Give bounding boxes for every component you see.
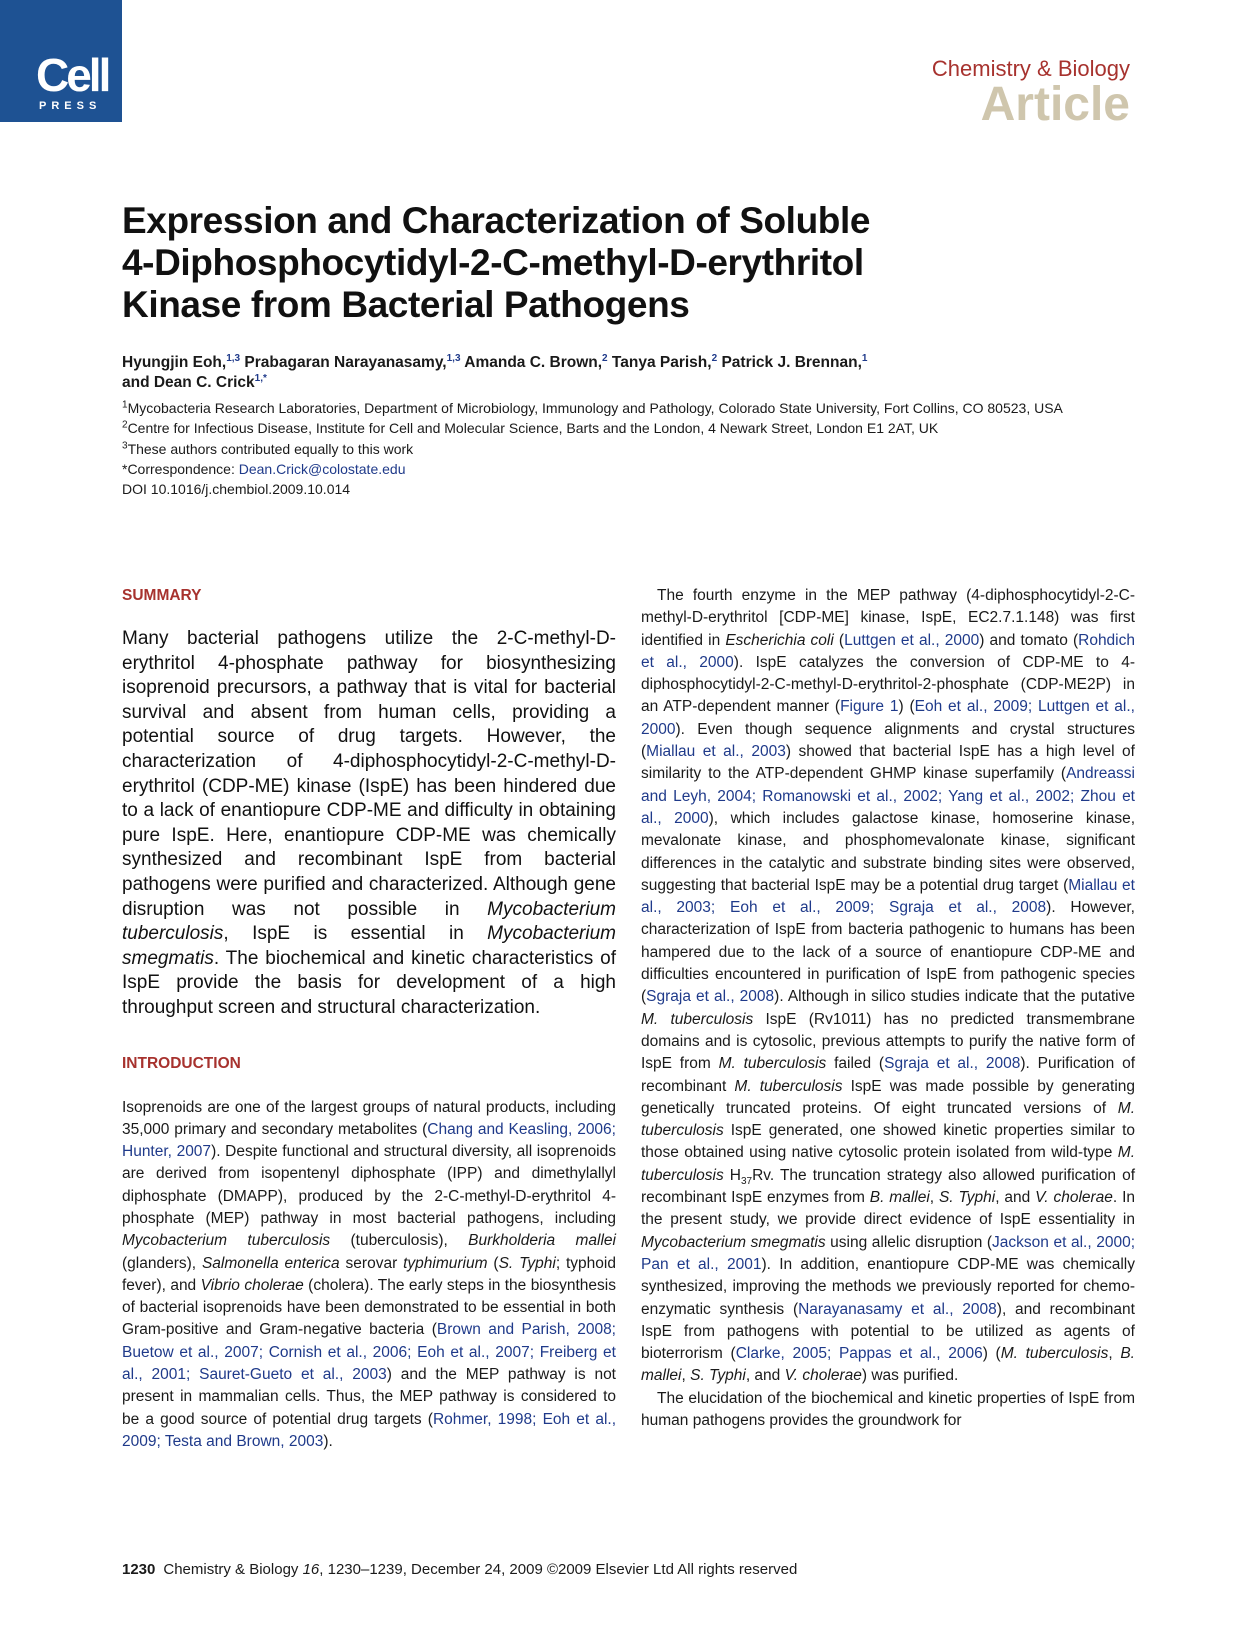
page-footer: 1230 Chemistry & Biology 16, 1230–1239, December 24, 2009 ©2009 Elsevier Ltd All rights reserved (122, 1561, 798, 1578)
title-line: Kinase from Bacterial Pathogens (122, 284, 690, 325)
author-name: Tanya Parish, (611, 354, 712, 371)
email-link[interactable]: Dean.Crick@colostate.edu (238, 460, 406, 477)
affiliation-ref[interactable]: 1 (861, 352, 868, 364)
author-name: Amanda C. Brown, (464, 354, 603, 371)
affiliation-number: 1 (122, 399, 128, 411)
logo-word: Cell (36, 49, 109, 101)
affiliation-ref[interactable]: 1,3 (226, 352, 241, 364)
author-name: and Dean C. Crick (122, 374, 255, 391)
affiliations (122, 398, 1132, 499)
citation-link[interactable]: Chang and Keasling, 2006; Hunter, 2007 (122, 1120, 616, 1161)
citation-link[interactable]: Sgraja et al., 2008 (884, 1055, 1021, 1073)
logo-press: PRESS (39, 100, 102, 112)
body-paragraph: The elucidation of the biochemical and kinetic properties of IspE from human pathogens provides the groundwork for (641, 1389, 1135, 1429)
citation-link[interactable]: Miallau et al., 2003 (646, 743, 786, 761)
affiliation-3: $^3$These authors contributed equally to this work (122, 439, 414, 457)
introduction-paragraph: Isoprenoids are one of the largest groups of natural products, including 35,000 primary and secondary metabolites (Chang and Keasling, 2006; Hunter, 2007). Despite functional and structural diversity, all isoprenoids are derived from isopentenyl diphosphate (IPP) and dimethylallyl diphosphate (DMAPP), produced by the 2-C-methyl-D-erythritol 4-phosphate (MEP) pathway in most bacterial pathogens, including Mycobacterium tuberculosis (tuberculosis), Burkholderia mallei (glanders), Salmonella enterica serovar typhimurium (S. Typhi; typhoid fever), and Vibrio cholerae (cholera). The early steps in the biosynthesis of bacterial isoprenoids have been demonstrated to be essential in both Gram-positive and Gram-negative bacteria (Brown and Parish, 2008; Buetow et al., 2007; Cornish et al., 2006; Eoh et al., 2007; Freiberg et al., 2001; Sauret-Gueto et al., 2003) and the MEP pathway is not present in mammalian cells. Thus, the MEP pathway is considered to be a good source of potential drug targets (Rohmer, 1998; Eoh et al., 2009; Testa and Brown, 2003). (122, 1098, 617, 1450)
citation-link[interactable]: Rohmer, 1998; Eoh et al., 2009; Testa and Brown, 2003 (122, 1410, 616, 1450)
right-column (641, 585, 1135, 1432)
affiliation-ref[interactable]: 1,* (254, 372, 267, 384)
author-name: Prabagaran Narayanasamy, (244, 354, 447, 371)
figure-link[interactable]: Figure 1 (840, 698, 899, 716)
citation-link[interactable]: Luttgen et al., 2000 (844, 631, 980, 649)
title-line: Expression and Characterization of Soluble (122, 200, 871, 241)
citation-link[interactable]: Miallau et al., 2003; Eoh et al., 2009; Sgraja et al., 2008 (641, 876, 1135, 917)
cell-press-logo[interactable] (0, 0, 122, 122)
author-name: Patrick J. Brennan, (721, 354, 862, 371)
title-line: 4-Diphosphocytidyl-2-C-methyl-D-erythritol (122, 242, 864, 283)
body-paragraph: The fourth enzyme in the MEP pathway (4-diphosphocytidyl-2-C-methyl-D-erythritol [CDP-ME] kinase, IspE, EC2.7.1.148) was first identified in Escherichia coli (Luttgen et al., 2000) and tomato (Rohdich et al., 2000). IspE catalyzes the conversion of CDP-ME to 4-diphosphocytidyl-2-C-methyl-D-erythritol-2-phosphate (CDP-ME2P) in an ATP-dependent manner (Figure 1) (Eoh et al., 2009; Luttgen et al., 2000). Even though sequence alignments and crystal structures (Miallau et al., 2003) showed that bacterial IspE has a high level of similarity to the ATP-dependent GHMP kinase superfamily (Andreassi and Leyh, 2004; Romanowski et al., 2002; Yang et al., 2002; Zhou et al., 2000), which includes galactose kinase, homoserine kinase, mevalonate kinase, and phosphomevalonate kinase, significant differences in the catalytic and substrate binding sites were observed, suggesting that bacterial IspE may be a potential drug target (Miallau et al., 2003; Eoh et al., 2009; Sgraja et al., 2008). However, characterization of IspE from bacteria pathogenic to humans has been hampered due to the lack of a source of enantiopure CDP-ME and difficulties encountered in purification of IspE from pathogenic species (Sgraja et al., 2008). Although in silico studies indicate that the putative M. tuberculosis IspE (Rv1011) has no predicted transmembrane domains and is cytosolic, previous attempts to purify the native form of IspE from M. tuberculosis failed (Sgraja et al., 2008). Purification of recombinant M. tuberculosis IspE was made possible by generating genetically truncated proteins. Of eight truncated versions of M. tuberculosis IspE generated, one showed kinetic properties similar to those obtained using native cytosolic protein isolated from wild-type M. tuberculosis $H_{37}Rv$. The truncation strategy also allowed purification of recombinant IspE enzymes from B. mallei, S. Typhi, and V. cholerae. In the present study, we provide direct evidence of IspE essentiality in Mycobacterium smegmatis using allelic disruption (Jackson et al., 2000; Pan et al., 2001). In addition, enantiopure CDP-ME was chemically synthesized, improving the methods we previously reported for chemo-enzymatic synthesis (Narayanasamy et al., 2008), and recombinant IspE from pathogens with potential to be utilized as agents of bioterrorism (Clarke, 2005; Pappas et al., 2006) (M. tuberculosis, B. mallei, S. Typhi, and V. cholerae) was purified. (641, 587, 1136, 1385)
introduction-heading: INTRODUCTION (122, 1054, 241, 1072)
affiliation-ref[interactable]: 1,3 (446, 352, 461, 364)
affiliation-2: $^2$Centre for Infectious Disease, Institute for Cell and Molecular Science, Barts and the London, 4 Newark Street, London E1 2AT, UK (122, 419, 939, 437)
citation-link[interactable]: Sgraja et al., 2008 (646, 988, 775, 1006)
citation-link[interactable]: Rohdich et al., 2000 (641, 631, 1135, 671)
article-type: Article (980, 78, 1130, 131)
affiliation-1: $^1$Mycobacteria Research Laboratories, Department of Microbiology, Immunology and Pathology, Colorado State University, Fort Collins, CO 80523, USA (122, 399, 1063, 416)
affiliation-ref[interactable]: 2 (602, 352, 608, 364)
affiliation-number: 2 (122, 419, 128, 431)
affiliation-ref[interactable]: 2 (711, 352, 718, 364)
affiliation-number: 3 (122, 439, 128, 451)
citation-link[interactable]: Brown and Parish, 2008; Buetow et al., 2007; Cornish et al., 2006; Eoh et al., 2007; Freiberg et al., 2001; Sauret-Gueto et al., 2003 (122, 1321, 616, 1384)
citation-link[interactable]: Jackson et al., 2000; Pan et al., 2001 (641, 1233, 1135, 1273)
author-list (122, 353, 1132, 393)
citation-link[interactable]: Clarke, 2005; Pappas et al., 2006 (735, 1345, 983, 1363)
article-title (122, 200, 1022, 326)
author-name: Hyungjin Eoh, (122, 354, 227, 371)
left-column (122, 585, 616, 1453)
volume-number: 16 (302, 1561, 320, 1578)
citation-link[interactable]: Eoh et al., 2009; Luttgen et al., 2000 (641, 698, 1135, 738)
doi: DOI 10.1016/j.chembiol.2009.10.014 (122, 481, 351, 498)
summary-text: Many bacterial pathogens utilize the 2-C-methyl-D-erythritol 4-phosphate pathway for biosynthesizing isoprenoid precursors, a pathway that is vital for bacterial survival and absent from human cells, providing a potential source of drug targets. However, the characterization of 4-diphosphocytidyl-2-C-methyl-D-erythritol (CDP-ME) kinase (IspE) has been hindered due to a lack of enantiopure CDP-ME and difficulty in obtaining pure IspE. Here, enantiopure CDP-ME was chemically synthesized and recombinant IspE from bacterial pathogens were purified and characterized. Although gene disruption was not possible in Mycobacterium tuberculosis, IspE is essential in Mycobacterium smegmatis. The biochemical and kinetic characteristics of IspE provide the basis for development of a high throughput screen and structural characterization. (122, 628, 616, 1018)
summary-heading: SUMMARY (122, 587, 202, 604)
correspondence: *Correspondence: Dean.Crick@colostate.edu (122, 460, 406, 477)
journal-name: Chemistry & Biology (931, 56, 1130, 81)
citation-link[interactable]: Andreassi and Leyh, 2004; Romanowski et al., 2002; Yang et al., 2002; Zhou et al., 2000 (641, 765, 1135, 827)
citation-link[interactable]: Narayanasamy et al., 2008 (798, 1300, 997, 1318)
page-number: 1230 (122, 1561, 156, 1578)
